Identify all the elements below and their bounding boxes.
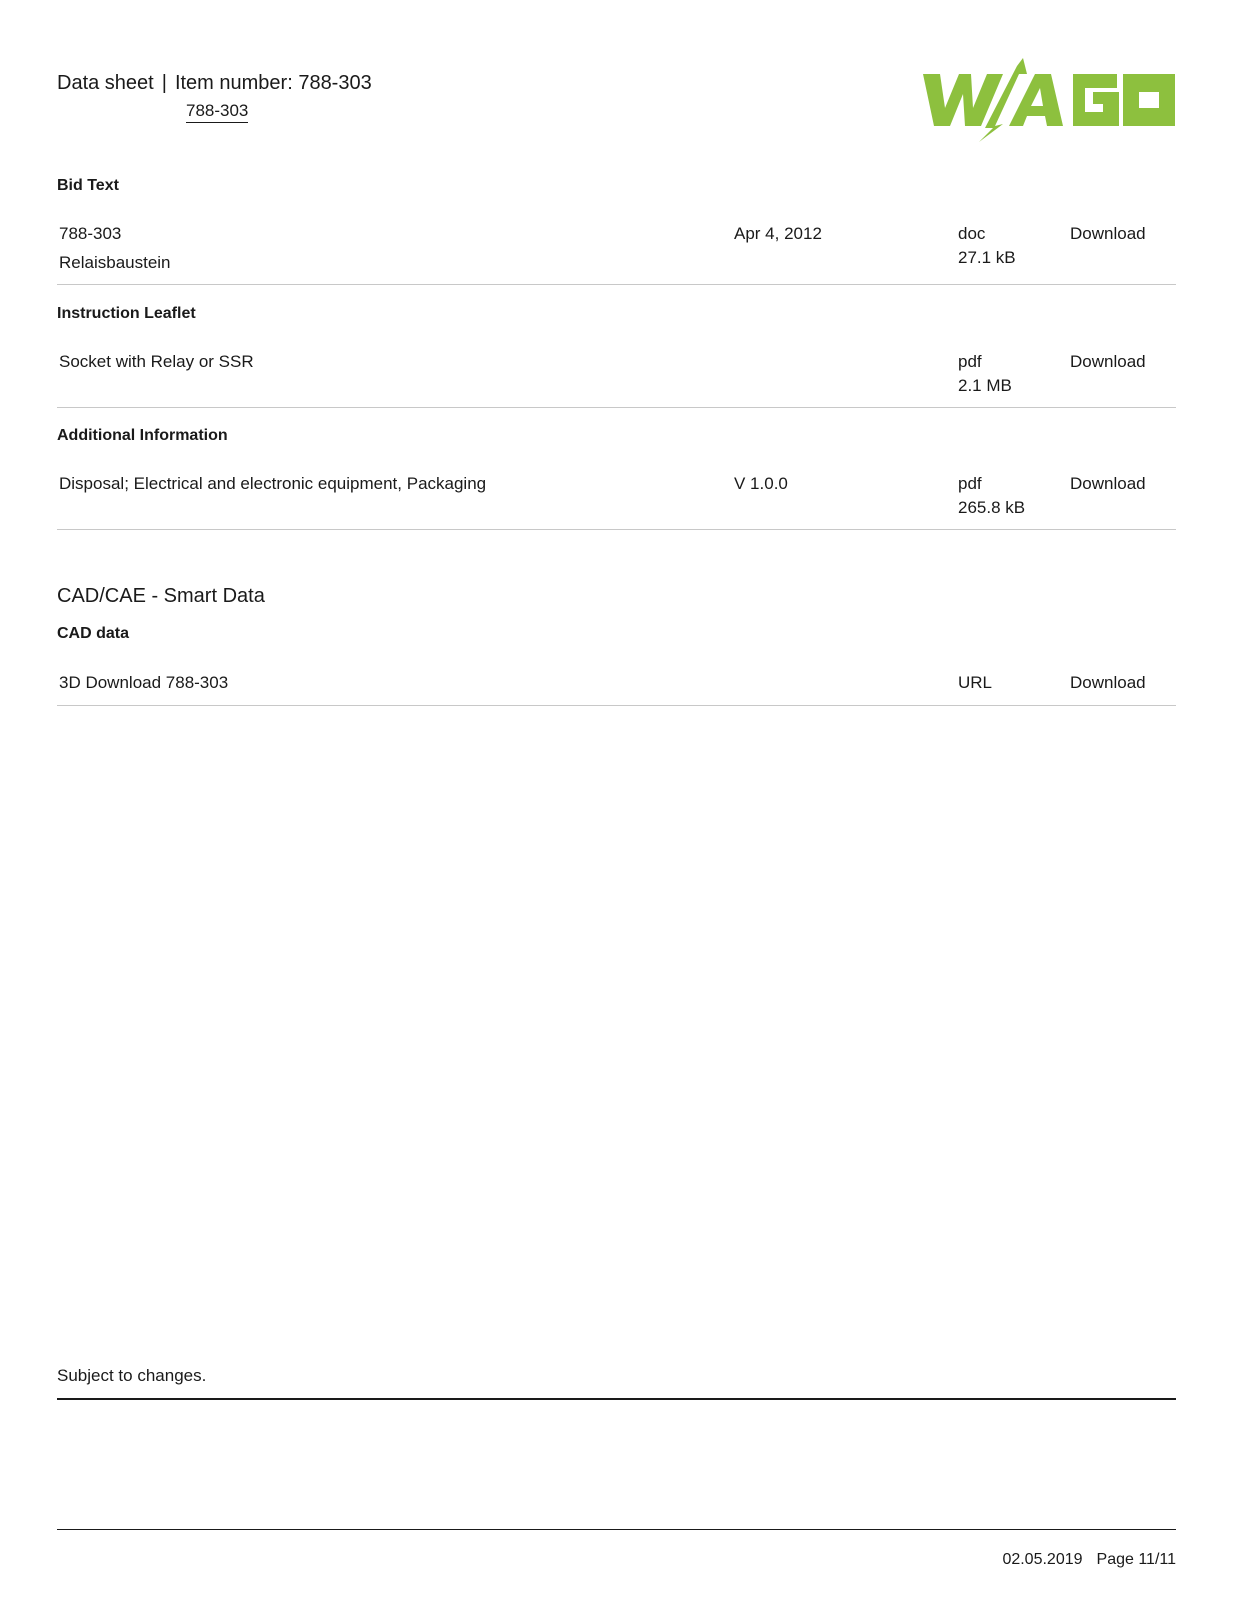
bid-text-size: 27.1 kB <box>958 248 1016 267</box>
bid-text-type: doc <box>958 224 986 243</box>
page-footer <box>1002 1551 1176 1569</box>
divider <box>57 407 1176 408</box>
footer-date: 02.05.2019 <box>1002 1551 1083 1568</box>
bid-text-date: Apr 4, 2012 <box>734 224 822 243</box>
additional-info-name: Disposal; Electrical and electronic equipment, Packaging <box>59 474 487 493</box>
leaflet-size: 2.1 MB <box>958 376 1012 395</box>
leaflet-type: pdf <box>958 352 982 371</box>
divider <box>57 705 1176 706</box>
section-heading-additional-information: Additional Information <box>57 427 228 444</box>
cad-cae-title: CAD/CAE - Smart Data <box>57 585 265 607</box>
divider <box>57 529 1176 530</box>
additional-info-size: 265.8 kB <box>958 498 1026 517</box>
additional-info-version: V 1.0.0 <box>734 474 788 493</box>
section-heading-instruction-leaflet: Instruction Leaflet <box>57 305 196 322</box>
section-heading-bid-text: Bid Text <box>57 177 119 194</box>
subject-to-changes-note: Subject to changes. <box>57 1366 207 1385</box>
title-left: Data sheet <box>57 72 154 94</box>
page-title <box>57 72 372 95</box>
bid-text-name: 788-303 <box>59 224 122 243</box>
section-heading-cad-data: CAD data <box>57 625 130 642</box>
cad-download-name: 3D Download 788-303 <box>59 673 229 692</box>
item-number-link[interactable]: 788-303 <box>186 101 248 123</box>
footer-page-number: Page 11/11 <box>1096 1551 1176 1568</box>
cad-download-link[interactable]: Download <box>1070 673 1146 692</box>
divider <box>57 284 1176 285</box>
additional-info-download-link[interactable]: Download <box>1070 474 1146 493</box>
cad-type: URL <box>958 673 993 692</box>
bid-text-description: Relaisbaustein <box>59 253 171 272</box>
wago-logo <box>923 58 1175 142</box>
title-separator: | <box>161 72 167 94</box>
additional-info-type: pdf <box>958 474 982 493</box>
footer-divider-top <box>57 1398 1176 1400</box>
leaflet-name: Socket with Relay or SSR <box>59 352 254 371</box>
leaflet-download-link[interactable]: Download <box>1070 352 1146 371</box>
title-item-number: Item number: 788-303 <box>174 72 372 94</box>
bid-text-download-link[interactable]: Download <box>1070 224 1146 243</box>
footer-divider-bottom <box>57 1529 1176 1530</box>
